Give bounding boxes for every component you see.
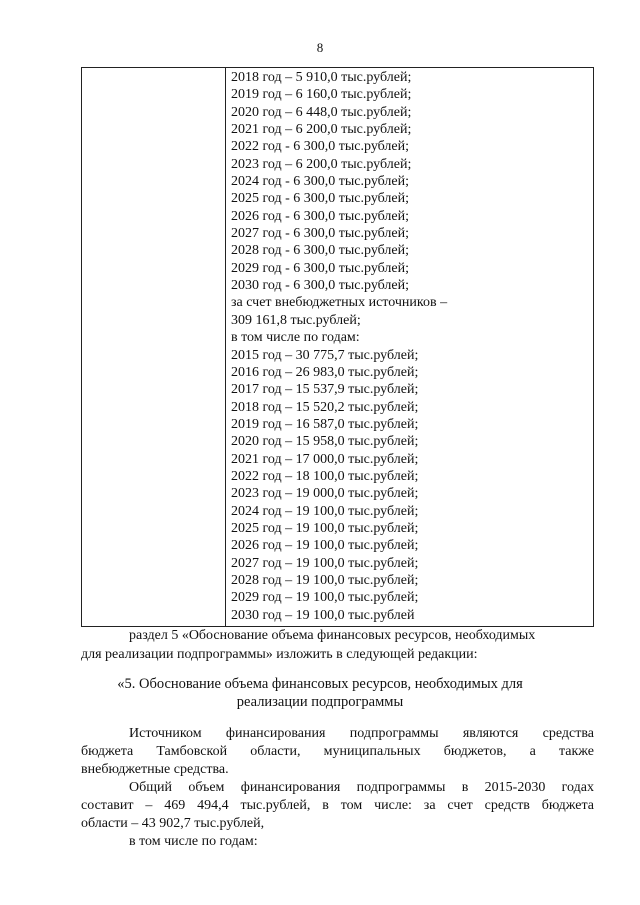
table-line: 2025 год - 6 300,0 тыс.рублей; — [231, 191, 410, 207]
table-line: в том числе по годам: — [231, 330, 360, 346]
table-line: 2028 год - 6 300,0 тыс.рублей; — [231, 243, 410, 259]
table-line: 2021 год – 17 000,0 тыс.рублей; — [231, 451, 419, 467]
table-line: 2023 год – 6 200,0 тыс.рублей; — [231, 156, 412, 172]
paragraph-total-line-2: составит – 469 494,4 тыс.рублей, в том числе: за счет средств бюджета — [81, 798, 594, 813]
table-line: за счет внебюджетных источников – — [231, 295, 448, 311]
table-line: 2015 год – 30 775,7 тыс.рублей; — [231, 347, 419, 363]
table-line: 2020 год – 15 958,0 тыс.рублей; — [231, 434, 419, 450]
table-line: 2025 год – 19 100,0 тыс.рублей; — [231, 520, 419, 536]
table-line: 2022 год – 18 100,0 тыс.рублей; — [231, 468, 419, 484]
table-line: 2030 год - 6 300,0 тыс.рублей; — [231, 278, 410, 294]
page-number: 8 — [316, 40, 324, 55]
table-line: 2019 год – 6 160,0 тыс.рублей; — [231, 87, 412, 103]
paragraph-sources-line-2: бюджета Тамбовской области, муниципальных бюджетов, а также — [81, 744, 594, 759]
table-line: 309 161,8 тыс.рублей; — [231, 312, 361, 328]
table-line: 2027 год – 19 100,0 тыс.рублей; — [231, 555, 419, 571]
table-line: 2026 год - 6 300,0 тыс.рублей; — [231, 208, 410, 224]
instruction-line-2: для реализации подпрограммы» изложить в следующей редакции: — [81, 647, 478, 662]
table-line: 2023 год – 19 000,0 тыс.рублей; — [231, 486, 419, 502]
table-line: 2019 год – 16 587,0 тыс.рублей; — [231, 416, 419, 432]
table-line: 2028 год – 19 100,0 тыс.рублей; — [231, 572, 419, 588]
financing-table — [81, 67, 594, 627]
table-line: 2017 год – 15 537,9 тыс.рублей; — [231, 382, 419, 398]
table-line: 2016 год – 26 983,0 тыс.рублей; — [231, 364, 419, 380]
paragraph-sources-line-1: Источником финансирования подпрограммы являются средства — [129, 726, 594, 741]
table-line: 2024 год - 6 300,0 тыс.рублей; — [231, 174, 410, 190]
table-line: 2018 год – 15 520,2 тыс.рублей; — [231, 399, 419, 415]
paragraph-by-years: в том числе по годам: — [129, 834, 258, 849]
paragraph-total-line-3: области – 43 902,7 тыс.рублей, — [81, 816, 265, 831]
table-line: 2024 год – 19 100,0 тыс.рублей; — [231, 503, 419, 519]
table-line: 2029 год – 19 100,0 тыс.рублей; — [231, 590, 419, 606]
section-heading-line-2: реализации подпрограммы — [236, 694, 404, 710]
table-line: 2029 год - 6 300,0 тыс.рублей; — [231, 260, 410, 276]
paragraph-total-line-1: Общий объем финансирования подпрограммы в 2015-2030 годах — [129, 780, 594, 795]
table-line: 2018 год – 5 910,0 тыс.рублей; — [231, 70, 412, 85]
table-line: 2026 год – 19 100,0 тыс.рублей; — [231, 538, 419, 554]
table-line: 2020 год – 6 448,0 тыс.рублей; — [231, 104, 412, 120]
table-right-cell — [231, 69, 589, 624]
table-line: 2030 год – 19 100,0 тыс.рублей — [231, 607, 415, 623]
table-column-divider — [225, 68, 226, 626]
table-line: 2027 год - 6 300,0 тыс.рублей; — [231, 226, 410, 242]
table-line: 2021 год – 6 200,0 тыс.рублей; — [231, 122, 412, 138]
section-heading-line-1: «5. Обоснование объема финансовых ресурсов, необходимых для — [117, 676, 523, 692]
instruction-line-1: раздел 5 «Обоснование объема финансовых ресурсов, необходимых — [129, 628, 536, 643]
paragraph-sources-line-3: внебюджетные средства. — [81, 762, 229, 777]
table-line: 2022 год - 6 300,0 тыс.рублей; — [231, 139, 410, 155]
